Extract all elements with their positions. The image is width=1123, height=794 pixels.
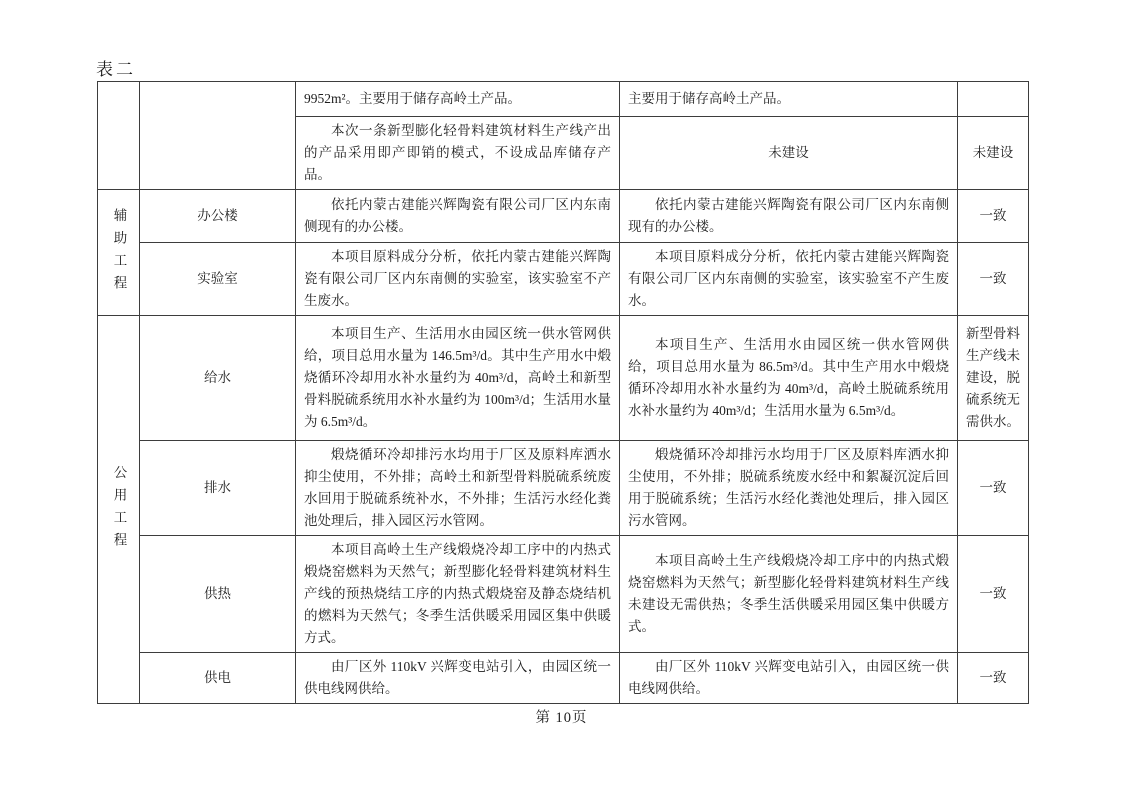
table-row [98, 441, 1029, 536]
consistency-cell: 一致 [958, 653, 1029, 704]
actual-desc-cell: 煅烧循环冷却排污水均用于厂区及原料库洒水抑尘使用，不外排；脱硫系统废水经中和絮凝沉淀后回用于脱硫系统；生活污水经化粪池处理后，排入园区污水管网。 [620, 441, 958, 536]
comparison-table [97, 81, 1029, 704]
table-row [98, 316, 1029, 441]
item-name-cell: 排水 [140, 441, 296, 536]
table-caption: 表二 [96, 60, 136, 79]
group-label-cell [98, 82, 140, 190]
consistency-cell [958, 82, 1029, 117]
item-name-cell [140, 82, 296, 190]
approved-desc-cell: 本项目生产、生活用水由园区统一供水管网供给，项目总用水量为 146.5m³/d。其中生产用水中煅烧循环冷却用水补水量约为 40m³/d，高岭土和新型骨料脱硫系统用水补水量约为 100m³/d；生活用水量为 6.5m³/d。 [296, 316, 620, 441]
group-label-cell: 公用工程 [98, 316, 140, 704]
approved-desc-cell: 9952m²。主要用于储存高岭土产品。 [296, 82, 620, 117]
page-number: 第 10页 [535, 710, 588, 726]
consistency-cell: 一致 [958, 243, 1029, 316]
approved-desc-cell: 煅烧循环冷却排污水均用于厂区及原料库洒水抑尘使用，不外排；高岭土和新型骨料脱硫系统废水回用于脱硫系统补水，不外排；生活污水经化粪池处理后，排入园区污水管网。 [296, 441, 620, 536]
actual-desc-cell: 依托内蒙古建能兴辉陶瓷有限公司厂区内东南侧现有的办公楼。 [620, 190, 958, 243]
table-row [98, 190, 1029, 243]
item-name-cell: 给水 [140, 316, 296, 441]
actual-desc-cell: 主要用于储存高岭土产品。 [620, 82, 958, 117]
consistency-cell: 未建设 [958, 117, 1029, 190]
actual-desc-cell: 由厂区外 110kV 兴辉变电站引入，由园区统一供电线网供给。 [620, 653, 958, 704]
consistency-cell: 一致 [958, 441, 1029, 536]
consistency-cell: 一致 [958, 536, 1029, 653]
approved-desc-cell: 本次一条新型膨化轻骨料建筑材料生产线产出的产品采用即产即销的模式，不设成品库储存产品。 [296, 117, 620, 190]
table-row [98, 243, 1029, 316]
item-name-cell: 供电 [140, 653, 296, 704]
consistency-cell: 新型骨料生产线未建设，脱硫系统无需供水。 [958, 316, 1029, 441]
table-row [98, 82, 1029, 117]
item-name-cell: 办公楼 [140, 190, 296, 243]
actual-desc-cell: 本项目生产、生活用水由园区统一供水管网供给，项目总用水量为 86.5m³/d。其中生产用水中煅烧循环冷却用水补水量约为 40m³/d，高岭土脱硫系统用水补水量约为 40m³/d；生活用水量为 6.5m³/d。 [620, 316, 958, 441]
approved-desc-cell: 本项目原料成分分析，依托内蒙古建能兴辉陶瓷有限公司厂区内东南侧的实验室，该实验室不产生废水。 [296, 243, 620, 316]
table-row [98, 653, 1029, 704]
approved-desc-cell: 本项目高岭土生产线煅烧冷却工序中的内热式煅烧窑燃料为天然气；新型膨化轻骨料建筑材料生产线的预热烧结工序的内热式煅烧窑及静态烧结机的燃料为天然气；冬季生活供暖采用园区集中供暖方式。 [296, 536, 620, 653]
approved-desc-cell: 依托内蒙古建能兴辉陶瓷有限公司厂区内东南侧现有的办公楼。 [296, 190, 620, 243]
consistency-cell: 一致 [958, 190, 1029, 243]
item-name-cell: 实验室 [140, 243, 296, 316]
actual-desc-cell: 本项目高岭土生产线煅烧冷却工序中的内热式煅烧窑燃料为天然气；新型膨化轻骨料建筑材料生产线未建设无需供热；冬季生活供暖采用园区集中供暖方式。 [620, 536, 958, 653]
actual-desc-cell: 未建设 [620, 117, 958, 190]
group-label-cell: 辅助工程 [98, 190, 140, 316]
table-row [98, 536, 1029, 653]
actual-desc-cell: 本项目原料成分分析，依托内蒙古建能兴辉陶瓷有限公司厂区内东南侧的实验室，该实验室不产生废水。 [620, 243, 958, 316]
approved-desc-cell: 由厂区外 110kV 兴辉变电站引入，由园区统一供电线网供给。 [296, 653, 620, 704]
item-name-cell: 供热 [140, 536, 296, 653]
